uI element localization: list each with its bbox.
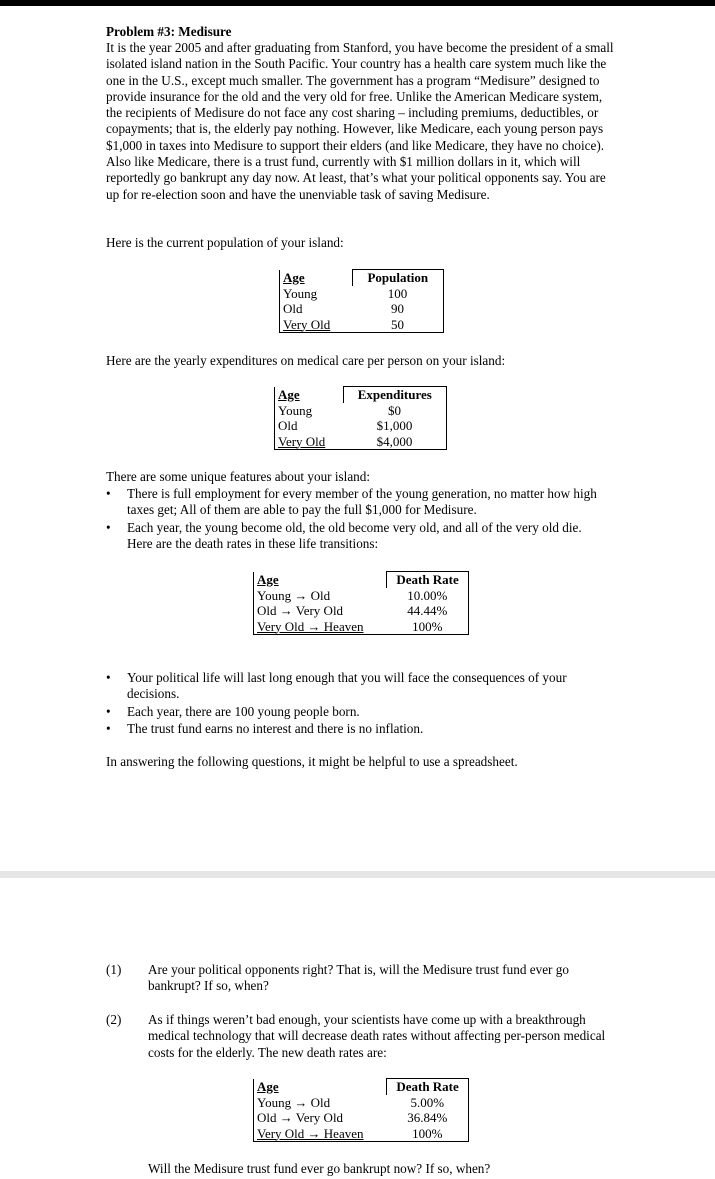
bullet-icon: • — [106, 703, 111, 719]
bullet-icon: • — [106, 519, 111, 535]
table-row: Young → Old 5.00% — [257, 1094, 445, 1110]
table-row: Young → Old 10.00% — [257, 587, 448, 603]
table-row: Very Old 50 — [283, 316, 405, 332]
table-row: Old → Very Old 44.44% — [257, 603, 448, 618]
table-header: Expenditures — [343, 387, 446, 403]
table-row: Old $1,000 — [278, 418, 413, 433]
intro-paragraph: It is the year 2005 and after graduating from Stanford, you have become the president of a small isolated island nation in the South Pacific. Your country has a health care system much like the one in the U.S., except much smaller. The government has a program “Medisure” designed to provide insurance for the old and the very old for free. Unlike the American Medicare system, the recipients of Medisure do not face any cost sharing – including premiums, deductibles, or copayments; that is, the elderly pay nothing. However, like Medicare, each young person pays $1,000 in taxes into Medisure to support their elders (and like Medicare, they have no choice). Also like Medicare, there is a trust fund, currently with $1 million dollars in it, which will reportedly go bankrupt any day now. At least, that’s what your political opponents say. You are up for re-election soon and have the unenviable task of saving Medisure. — [106, 40, 614, 202]
question-text: Are your political opponents right? That is, will the Medisure trust fund ever go bankrupt? If so, when? — [148, 962, 569, 994]
question-number: (2) — [106, 1012, 122, 1027]
table-row: Old → Very Old 36.84% — [257, 1110, 448, 1125]
table-header: Age — [283, 269, 305, 285]
table-row: Very Old → Heaven 100% — [257, 618, 443, 634]
problem-title: Problem #3: Medisure — [106, 24, 232, 39]
list-item: • The trust fund earns no interest and there is no inflation. — [106, 720, 424, 736]
table-row: Very Old $4,000 — [278, 433, 413, 449]
spreadsheet-note: In answering the following questions, it might be helpful to use a spreadsheet. — [106, 754, 518, 769]
question-text: As if things weren’t bad enough, your scientists have come up with a breakthrough medical technology that will decrease death rates without affecting per-person medical costs for the elderly. The new death rates are: — [148, 1012, 606, 1060]
table-header: Age — [257, 571, 279, 587]
features-list — [106, 486, 606, 553]
features-list-2 — [106, 670, 606, 738]
expenditure-table — [274, 386, 447, 450]
table-row: Young 100 — [283, 285, 408, 301]
table-header: Death Rate — [387, 1079, 469, 1095]
table-header: Death Rate — [387, 572, 469, 588]
page-break — [0, 871, 715, 878]
list-item: • Each year, there are 100 young people born. — [106, 703, 360, 719]
question-number: (1) — [106, 962, 122, 977]
table-row: Very Old → Heaven 100% — [257, 1125, 443, 1141]
bullet-icon: • — [106, 486, 111, 501]
table-header: Population — [352, 270, 443, 286]
top-border — [0, 0, 715, 6]
bullet-icon: • — [106, 720, 111, 736]
death-rate-table-1 — [253, 571, 469, 635]
death-rate-table-2 — [253, 1078, 469, 1142]
table-header: Age — [257, 1078, 279, 1094]
question-2-followup: Will the Medisure trust fund ever go bankrupt now? If so, when? — [148, 1161, 491, 1176]
list-item: • Each year, the young become old, the old become very old, and all of the very old die. Here are the death rates in these life transitions: — [106, 519, 582, 551]
population-intro: Here is the current population of your island: — [106, 235, 344, 250]
expenditure-intro: Here are the yearly expenditures on medical care per person on your island: — [106, 353, 506, 368]
population-table — [279, 269, 444, 333]
list-item: • There is full employment for every member of the young generation, no matter how high taxes get; All of them are able to pay the full $1,000 for Medisure. — [106, 486, 597, 518]
features-intro: There are some unique features about your island: — [106, 469, 371, 484]
table-row: Young $0 — [278, 402, 402, 418]
bullet-icon: • — [106, 670, 111, 685]
list-item: • Your political life will last long enough that you will face the consequences of your decisions. — [106, 670, 567, 702]
table-row: Old 90 — [283, 301, 405, 316]
table-header: Age — [278, 386, 300, 402]
